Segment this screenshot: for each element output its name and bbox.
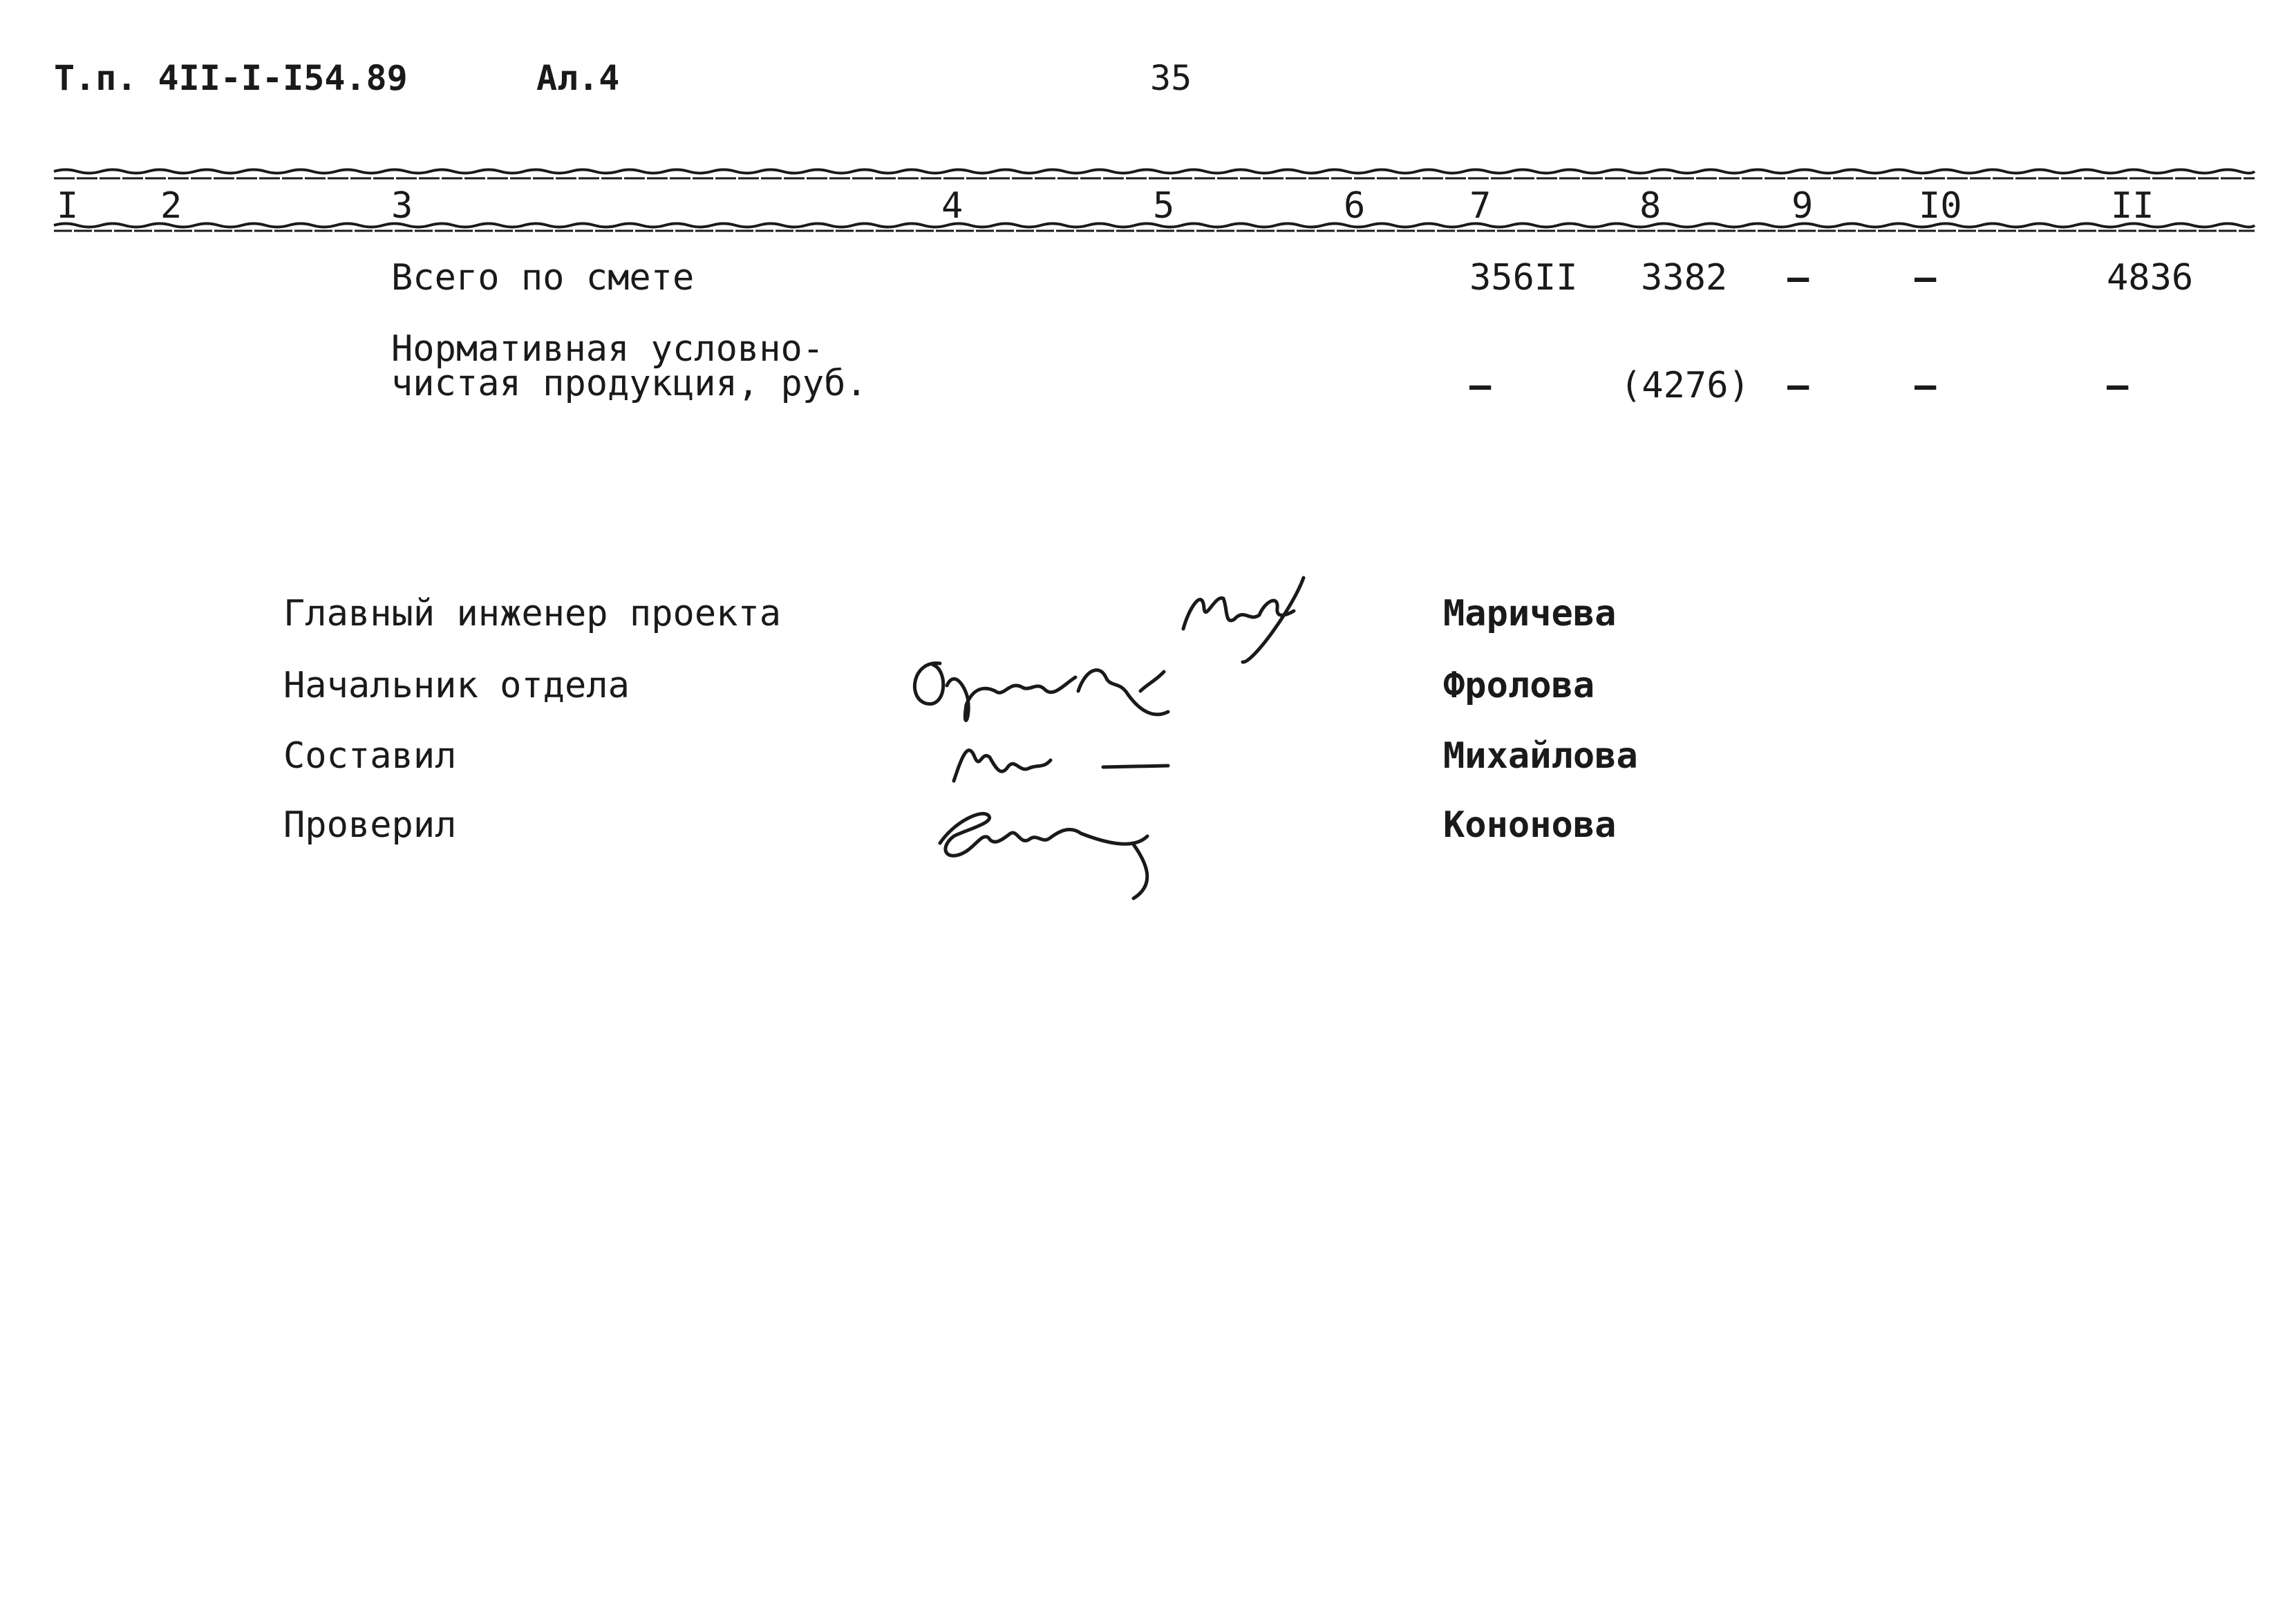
col-number-1: I [57, 185, 79, 227]
col-number-2: 2 [160, 185, 182, 227]
col-number-8: 8 [1639, 185, 1662, 227]
cell-col9: – [1787, 257, 1809, 299]
role-department-head: Начальник отдела [283, 665, 630, 706]
row-label-line1: Нормативная условно- [391, 328, 825, 370]
col-number-9: 9 [1792, 185, 1814, 227]
name-kononova: Кононова [1443, 804, 1617, 846]
page-number: 35 [1150, 58, 1192, 98]
name-frolova: Фролова [1443, 665, 1595, 706]
album-label: Ал.4 [536, 58, 620, 98]
row-label-line2: чистая продукция, руб. [391, 363, 867, 404]
col-number-3: 3 [391, 185, 413, 227]
cell-col11: 4836 [2107, 257, 2194, 299]
signature-mikhailova [954, 750, 1168, 781]
signature-kononova [940, 813, 1147, 898]
cell-col8: (4276) [1620, 365, 1750, 406]
col-number-5: 5 [1153, 185, 1175, 227]
cell-col7: 356II [1469, 257, 1578, 299]
col-number-4: 4 [941, 185, 963, 227]
cell-col7: – [1469, 365, 1492, 406]
name-maricheva: Маричева [1443, 593, 1617, 634]
name-mikhailova: Михайлова [1443, 735, 1638, 777]
signature-frolova [914, 663, 1168, 721]
col-number-11: II [2111, 185, 2154, 227]
document-code: Т.п. 4II-I-I54.89 [54, 58, 408, 98]
cell-col8: 3382 [1641, 257, 1728, 299]
role-checked-by: Проверил [283, 804, 457, 846]
cell-col10: – [1915, 365, 1937, 406]
col-number-7: 7 [1469, 185, 1492, 227]
cell-col10: – [1915, 257, 1937, 299]
signature-maricheva [1183, 578, 1304, 662]
role-compiled-by: Составил [283, 735, 457, 777]
cell-col11: – [2107, 365, 2129, 406]
row-label: Всего по смете [391, 257, 695, 299]
cell-col9: – [1787, 365, 1809, 406]
col-number-10: I0 [1919, 185, 1962, 227]
role-chief-engineer: Главный инженер проекта [283, 593, 782, 634]
col-number-6: 6 [1344, 185, 1366, 227]
